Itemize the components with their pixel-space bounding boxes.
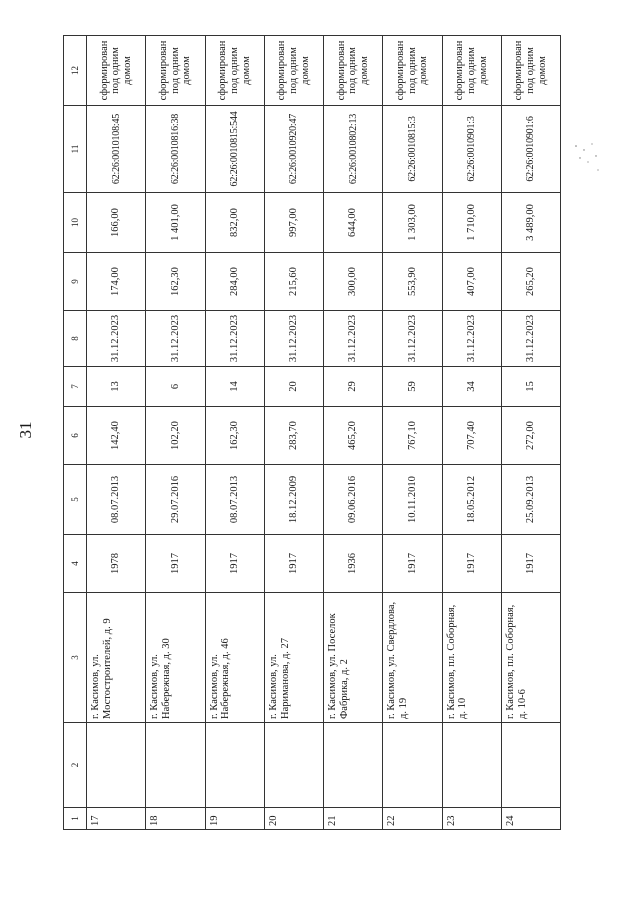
housing-register-table [63, 35, 561, 830]
cell-land-area: 265,20 [501, 253, 560, 311]
cell-count: 13 [87, 367, 146, 407]
scan-noise-marks [572, 140, 602, 180]
cell-reg-date: 10.11.2010 [383, 465, 442, 535]
cell-note: сформирован под одним домом [501, 36, 560, 106]
cell-note: сформирован под одним домом [383, 36, 442, 106]
column-header: 5 [64, 465, 87, 535]
cell-col2 [501, 723, 560, 808]
cell-note: сформирован под одним домом [324, 36, 383, 106]
cell-deadline: 31.12.2023 [383, 311, 442, 367]
cell-count: 6 [146, 367, 205, 407]
row-number: 23 [442, 808, 501, 830]
column-header: 12 [64, 36, 87, 106]
table-row [442, 36, 501, 830]
row-number: 20 [264, 808, 323, 830]
cell-count: 20 [264, 367, 323, 407]
cell-cadastral: 62:26:0010815:544 [205, 106, 264, 193]
cell-deadline: 31.12.2023 [87, 311, 146, 367]
cell-year: 1917 [205, 535, 264, 593]
cell-year: 1917 [383, 535, 442, 593]
cell-area: 767,10 [383, 407, 442, 465]
cell-col2 [324, 723, 383, 808]
cell-area: 465,20 [324, 407, 383, 465]
cell-address: г. Касимов, ул. Набережная, д. 30 [146, 593, 205, 723]
column-header: 3 [64, 593, 87, 723]
cell-reg-date: 18.05.2012 [442, 465, 501, 535]
cell-area: 102,20 [146, 407, 205, 465]
cell-year: 1917 [442, 535, 501, 593]
cell-reg-date: 08.07.2013 [87, 465, 146, 535]
cell-reg-date: 08.07.2013 [205, 465, 264, 535]
cell-reg-date: 09.06.2016 [324, 465, 383, 535]
cell-col2 [264, 723, 323, 808]
cell-cadastral: 62:26:0010920:47 [264, 106, 323, 193]
cell-address: г. Касимов, ул. Свердлова, д. 19 [383, 593, 442, 723]
cell-cadastral: 62:26:0010815:3 [383, 106, 442, 193]
cell-year: 1936 [324, 535, 383, 593]
cell-col2 [383, 723, 442, 808]
cell-area: 283,70 [264, 407, 323, 465]
cell-plot-area: 1 710,00 [442, 193, 501, 253]
row-number: 19 [205, 808, 264, 830]
cell-count: 59 [383, 367, 442, 407]
row-number: 22 [383, 808, 442, 830]
row-number: 24 [501, 808, 560, 830]
table-row [146, 36, 205, 830]
cell-note: сформирован под одним домом [264, 36, 323, 106]
cell-area: 142,40 [87, 407, 146, 465]
column-header: 1 [64, 808, 87, 830]
cell-land-area: 215,60 [264, 253, 323, 311]
cell-cadastral: 62:26:0010816:38 [146, 106, 205, 193]
column-header: 4 [64, 535, 87, 593]
cell-reg-date: 18.12.2009 [264, 465, 323, 535]
cell-plot-area: 832,00 [205, 193, 264, 253]
cell-col2 [442, 723, 501, 808]
cell-land-area: 553,90 [383, 253, 442, 311]
column-header: 10 [64, 193, 87, 253]
table-container [63, 36, 561, 830]
cell-deadline: 31.12.2023 [146, 311, 205, 367]
cell-address: г. Касимов, ул. Набережная, д. 46 [205, 593, 264, 723]
cell-plot-area: 1 303,00 [383, 193, 442, 253]
cell-year: 1917 [264, 535, 323, 593]
column-header: 2 [64, 723, 87, 808]
column-header: 8 [64, 311, 87, 367]
cell-count: 29 [324, 367, 383, 407]
cell-col2 [205, 723, 264, 808]
table-row [87, 36, 146, 830]
cell-year: 1978 [87, 535, 146, 593]
cell-area: 272,00 [501, 407, 560, 465]
cell-area: 707,40 [442, 407, 501, 465]
cell-col2 [87, 723, 146, 808]
cell-plot-area: 1 401,00 [146, 193, 205, 253]
cell-plot-area: 166,00 [87, 193, 146, 253]
cell-note: сформирован под одним домом [442, 36, 501, 106]
cell-cadastral: 62:26:0010108:45 [87, 106, 146, 193]
cell-address: г. Касимов, ул. Нариманова, д. 27 [264, 593, 323, 723]
cell-cadastral: 62:26:0010901:6 [501, 106, 560, 193]
cell-deadline: 31.12.2023 [264, 311, 323, 367]
cell-note: сформирован под одним домом [146, 36, 205, 106]
cell-deadline: 31.12.2023 [205, 311, 264, 367]
cell-land-area: 162,30 [146, 253, 205, 311]
cell-year: 1917 [146, 535, 205, 593]
cell-col2 [146, 723, 205, 808]
row-number: 18 [146, 808, 205, 830]
header-row [64, 36, 87, 830]
cell-year: 1917 [501, 535, 560, 593]
column-header: 7 [64, 367, 87, 407]
cell-reg-date: 29.07.2016 [146, 465, 205, 535]
column-header: 6 [64, 407, 87, 465]
row-number: 17 [87, 808, 146, 830]
cell-deadline: 31.12.2023 [501, 311, 560, 367]
cell-address: г. Касимов, ул. Мостостроителей, д. 9 [87, 593, 146, 723]
cell-count: 14 [205, 367, 264, 407]
cell-count: 15 [501, 367, 560, 407]
cell-deadline: 31.12.2023 [442, 311, 501, 367]
column-header: 11 [64, 106, 87, 193]
table-row [264, 36, 323, 830]
cell-address: г. Касимов, пл. Соборная, д. 10-6 [501, 593, 560, 723]
cell-plot-area: 997,00 [264, 193, 323, 253]
cell-note: сформирован под одним домом [87, 36, 146, 106]
column-header: 9 [64, 253, 87, 311]
cell-plot-area: 644,00 [324, 193, 383, 253]
cell-cadastral: 62:26:0010802:13 [324, 106, 383, 193]
cell-cadastral: 62:26:0010901:3 [442, 106, 501, 193]
table-row [324, 36, 383, 830]
cell-plot-area: 3 489,00 [501, 193, 560, 253]
table-row [501, 36, 560, 830]
page-number: 31 [16, 421, 35, 439]
table-row [205, 36, 264, 830]
cell-land-area: 407,00 [442, 253, 501, 311]
row-number: 21 [324, 808, 383, 830]
cell-reg-date: 25.09.2013 [501, 465, 560, 535]
cell-land-area: 300,00 [324, 253, 383, 311]
cell-note: сформирован под одним домом [205, 36, 264, 106]
cell-count: 34 [442, 367, 501, 407]
cell-deadline: 31.12.2023 [324, 311, 383, 367]
cell-area: 162,30 [205, 407, 264, 465]
cell-address: г. Касимов, пл. Соборная, д. 10 [442, 593, 501, 723]
cell-address: г. Касимов, ул. Поселок Фабрика, д. 2 [324, 593, 383, 723]
cell-land-area: 174,00 [87, 253, 146, 311]
table-row [383, 36, 442, 830]
cell-land-area: 284,00 [205, 253, 264, 311]
